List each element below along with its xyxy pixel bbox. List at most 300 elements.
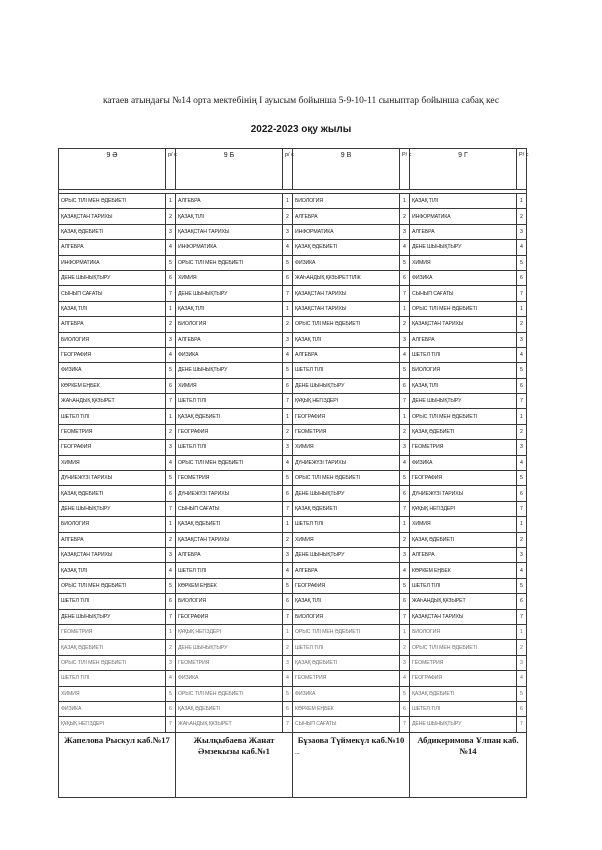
lesson-number-cell: 5 bbox=[517, 363, 527, 378]
subject-cell: ФИЗИКА bbox=[293, 686, 400, 701]
subject-cell: БИОЛОГИЯ bbox=[410, 363, 517, 378]
subject-cell: АЛГЕБРА bbox=[410, 547, 517, 562]
subject-cell: ҚҰҚЫҚ НЕГІЗДЕРІ bbox=[293, 394, 400, 409]
subject-cell: ИНФОРМАТИКА bbox=[293, 224, 400, 239]
lesson-number-cell: 4 bbox=[400, 671, 410, 686]
subject-cell: БИОЛОГИЯ bbox=[410, 624, 517, 639]
subject-cell: ШЕТЕЛ ТІЛІ bbox=[293, 363, 400, 378]
lesson-number-cell: 5 bbox=[283, 686, 293, 701]
school-year: 2022-2023 оқу жылы bbox=[250, 124, 352, 135]
lesson-number-cell: 6 bbox=[283, 270, 293, 285]
schedule-row bbox=[59, 455, 527, 470]
subject-cell: ХИМИЯ bbox=[176, 270, 283, 285]
subject-cell: ҚАЗАҚ ӘДЕБИЕТІ bbox=[176, 409, 283, 424]
lesson-number-cell: 1 bbox=[400, 301, 410, 316]
lesson-number-cell: 6 bbox=[166, 378, 176, 393]
subject-cell: ШЕТЕЛ ТІЛІ bbox=[176, 394, 283, 409]
lesson-number-cell: 4 bbox=[283, 671, 293, 686]
lesson-number-cell: 7 bbox=[517, 609, 527, 624]
lesson-number-cell: 2 bbox=[400, 209, 410, 224]
subject-cell: ХИМИЯ bbox=[59, 455, 166, 470]
lesson-number-cell: 5 bbox=[283, 255, 293, 270]
lesson-number-cell: 1 bbox=[517, 301, 527, 316]
subject-cell: ОРЫС ТІЛІ МЕН ӘДЕБИЕТІ bbox=[293, 624, 400, 639]
subject-cell: ДЕНЕ ШЫНЫҚТЫРУ bbox=[176, 640, 283, 655]
subject-cell: ҚАЗАҚ ТІЛІ bbox=[59, 563, 166, 578]
subject-cell: ГЕОМЕТРИЯ bbox=[176, 655, 283, 670]
lesson-number-cell: 2 bbox=[166, 640, 176, 655]
lesson-number-cell: 2 bbox=[517, 532, 527, 547]
subject-cell: ҚҰҚЫҚ НЕГІЗДЕРІ bbox=[410, 501, 517, 516]
subject-cell: ГЕОГРАФИЯ bbox=[410, 471, 517, 486]
schedule-row bbox=[59, 255, 527, 270]
subject-cell: ОРЫС ТІЛІ МЕН ӘДЕБИЕТІ bbox=[293, 317, 400, 332]
subject-cell: ҚАЗАҚ ӘДЕБИЕТІ bbox=[410, 686, 517, 701]
lesson-number-cell: 6 bbox=[400, 701, 410, 716]
lesson-number-cell: 5 bbox=[283, 363, 293, 378]
subject-cell: ХИМИЯ bbox=[176, 378, 283, 393]
subject-cell: ҚАЗАҚ ТІЛІ bbox=[410, 194, 517, 209]
class-header-9b: 9 Б bbox=[176, 149, 283, 190]
lesson-number-cell: 2 bbox=[400, 317, 410, 332]
subject-cell: ГЕОМЕТРИЯ bbox=[410, 440, 517, 455]
lesson-number-cell: 2 bbox=[283, 317, 293, 332]
lesson-number-cell: 4 bbox=[517, 671, 527, 686]
schedule-row bbox=[59, 640, 527, 655]
lesson-number-cell: 7 bbox=[283, 609, 293, 624]
lesson-number-cell: 1 bbox=[283, 624, 293, 639]
lesson-number-cell: 4 bbox=[283, 563, 293, 578]
lesson-number-cell: 1 bbox=[283, 194, 293, 209]
schedule-row bbox=[59, 501, 527, 516]
lesson-number-cell: 5 bbox=[400, 255, 410, 270]
lesson-number-cell: 3 bbox=[400, 224, 410, 239]
lesson-number-cell: 7 bbox=[283, 394, 293, 409]
lesson-number-cell: 5 bbox=[400, 471, 410, 486]
subject-cell: ШЕТЕЛ ТІЛІ bbox=[293, 517, 400, 532]
subject-cell: ИНФОРМАТИКА bbox=[176, 240, 283, 255]
lesson-number-cell: 1 bbox=[166, 194, 176, 209]
subject-cell: ХИМИЯ bbox=[410, 517, 517, 532]
lesson-number-cell: 2 bbox=[517, 640, 527, 655]
lesson-number-cell: 4 bbox=[400, 347, 410, 362]
lesson-number-cell: 1 bbox=[283, 301, 293, 316]
schedule-row bbox=[59, 317, 527, 332]
teacher-name: Жылқыбаева Жанат Әмзекызы каб.№1 bbox=[193, 734, 275, 756]
lesson-number-cell: 2 bbox=[400, 640, 410, 655]
lesson-number-cell: 3 bbox=[283, 547, 293, 562]
subject-cell: ҚАЗАҚ ӘДЕБИЕТІ bbox=[176, 701, 283, 716]
lesson-number-cell: 4 bbox=[166, 347, 176, 362]
subject-cell: ГЕОГРАФИЯ bbox=[59, 440, 166, 455]
subject-cell: ФИЗИКА bbox=[293, 255, 400, 270]
lesson-number-cell: 3 bbox=[517, 224, 527, 239]
lesson-number-cell: 3 bbox=[517, 547, 527, 562]
subject-cell: АЛГЕБРА bbox=[176, 332, 283, 347]
lesson-number-cell: 4 bbox=[400, 563, 410, 578]
lesson-number-cell: 7 bbox=[400, 609, 410, 624]
lesson-number-header: Р/ с bbox=[517, 149, 527, 190]
subject-cell: ДЕНЕ ШЫНЫҚТЫРУ bbox=[59, 501, 166, 516]
schedule-row bbox=[59, 194, 527, 209]
lesson-number-cell: 1 bbox=[283, 409, 293, 424]
document-title: катаев атындағы №14 орта мектебінің І ауысым бойынша 5-9-10-11 сыныптар бойынша сабақ кес bbox=[102, 96, 500, 106]
subject-cell: ДЕНЕ ШЫНЫҚТЫРУ bbox=[293, 378, 400, 393]
subject-cell: ГЕОМЕТРИЯ bbox=[293, 671, 400, 686]
lesson-number-cell: 6 bbox=[166, 594, 176, 609]
subject-cell: ГЕОГРАФИЯ bbox=[176, 424, 283, 439]
subject-cell: ҚАЗАҚСТАН ТАРИХЫ bbox=[59, 209, 166, 224]
lesson-number-cell: 4 bbox=[517, 563, 527, 578]
lesson-number-header: р/ с bbox=[166, 149, 176, 190]
subject-cell: БИОЛОГИЯ bbox=[59, 332, 166, 347]
subject-cell: ҚАЗАҚСТАН ТАРИХЫ bbox=[410, 609, 517, 624]
subject-cell: ОРЫС ТІЛІ МЕН ӘДЕБИЕТІ bbox=[176, 686, 283, 701]
lesson-number-cell: 4 bbox=[166, 240, 176, 255]
schedule-row bbox=[59, 517, 527, 532]
schedule-row bbox=[59, 286, 527, 301]
lesson-number-cell: 7 bbox=[400, 394, 410, 409]
subject-cell: ҚАЗАҚСТАН ТАРИХЫ bbox=[176, 532, 283, 547]
subject-cell: ИНФОРМАТИКА bbox=[410, 209, 517, 224]
subject-cell: ХИМИЯ bbox=[293, 440, 400, 455]
lesson-number-cell: 1 bbox=[517, 194, 527, 209]
lesson-number-cell: 2 bbox=[283, 532, 293, 547]
lesson-number-cell: 7 bbox=[166, 394, 176, 409]
schedule-row bbox=[59, 717, 527, 732]
lesson-number-cell: 3 bbox=[283, 224, 293, 239]
subject-cell: ҚАЗАҚСТАН ТАРИХЫ bbox=[410, 317, 517, 332]
lesson-number-cell: 6 bbox=[517, 594, 527, 609]
subject-cell: АЛГЕБРА bbox=[410, 332, 517, 347]
lesson-number-cell: 5 bbox=[400, 363, 410, 378]
subject-cell: ДҮНИЕЖҮЗІ ТАРИХЫ bbox=[410, 486, 517, 501]
lesson-number-cell: 6 bbox=[400, 270, 410, 285]
subject-cell: БИОЛОГИЯ bbox=[293, 194, 400, 209]
subject-cell: ЖАҺАНДЫҚ ҚҰЗЫРЕТ bbox=[176, 717, 283, 732]
subject-cell: ДЕНЕ ШЫНЫҚТЫРУ bbox=[176, 286, 283, 301]
subject-cell: КӨРКЕМ ЕҢБЕК bbox=[293, 701, 400, 716]
subject-cell: ҚАЗАҚ ӘДЕБИЕТІ bbox=[176, 517, 283, 532]
subject-cell: ҚАЗАҚ ӘДЕБИЕТІ bbox=[410, 532, 517, 547]
subject-cell: ҚАЗАҚСТАН ТАРИХЫ bbox=[293, 286, 400, 301]
lesson-number-cell: 6 bbox=[400, 594, 410, 609]
lesson-number-cell: 1 bbox=[517, 624, 527, 639]
schedule-header-row bbox=[59, 149, 527, 190]
subject-cell: КӨРКЕМ ЕҢБЕК bbox=[410, 563, 517, 578]
lesson-number-cell: 5 bbox=[166, 471, 176, 486]
subject-cell: ОРЫС ТІЛІ МЕН ӘДЕБИЕТІ bbox=[293, 471, 400, 486]
lesson-number-cell: 7 bbox=[517, 717, 527, 732]
lesson-number-cell: 3 bbox=[166, 224, 176, 239]
subject-cell: АЛГЕБРА bbox=[176, 547, 283, 562]
lesson-number-cell: 4 bbox=[517, 240, 527, 255]
lesson-number-cell: 1 bbox=[283, 517, 293, 532]
lesson-number-cell: 3 bbox=[166, 332, 176, 347]
lesson-number-cell: 7 bbox=[166, 501, 176, 516]
subject-cell: ФИЗИКА bbox=[410, 455, 517, 470]
lesson-number-cell: 2 bbox=[166, 424, 176, 439]
subject-cell: ҚАЗАҚ ӘДЕБИЕТІ bbox=[293, 501, 400, 516]
lesson-number-cell: 6 bbox=[283, 486, 293, 501]
lesson-number-cell: 7 bbox=[517, 501, 527, 516]
schedule-row bbox=[59, 686, 527, 701]
lesson-number-cell: 5 bbox=[166, 578, 176, 593]
subject-cell: ДЕНЕ ШЫНЫҚТЫРУ bbox=[293, 486, 400, 501]
teacher-9g bbox=[410, 732, 527, 797]
subject-cell: ХИМИЯ bbox=[59, 686, 166, 701]
subject-cell: ДЕНЕ ШЫНЫҚТЫРУ bbox=[59, 609, 166, 624]
subject-cell: ҚАЗАҚ ТІЛІ bbox=[59, 301, 166, 316]
lesson-number-cell: 4 bbox=[283, 240, 293, 255]
subject-cell: КӨРКЕМ ЕҢБЕК bbox=[176, 578, 283, 593]
subject-cell: ГЕОМЕТРИЯ bbox=[293, 424, 400, 439]
lesson-number-cell: 3 bbox=[400, 332, 410, 347]
lesson-number-cell: 6 bbox=[166, 701, 176, 716]
subject-cell: ҚАЗАҚ ТІЛІ bbox=[176, 209, 283, 224]
lesson-number-cell: 3 bbox=[166, 547, 176, 562]
subject-cell: ҚАЗАҚ ӘДЕБИЕТІ bbox=[59, 486, 166, 501]
subject-cell: ҚАЗАҚСТАН ТАРИХЫ bbox=[176, 224, 283, 239]
subject-cell: ГЕОГРАФИЯ bbox=[410, 671, 517, 686]
subject-cell: ФИЗИКА bbox=[176, 347, 283, 362]
lesson-number-cell: 2 bbox=[283, 640, 293, 655]
teacher-9v bbox=[293, 732, 410, 797]
subject-cell: АЛГЕБРА bbox=[293, 563, 400, 578]
subject-cell: ОРЫС ТІЛІ МЕН ӘДЕБИЕТІ bbox=[410, 409, 517, 424]
lesson-number-cell: 3 bbox=[400, 547, 410, 562]
lesson-number-cell: 4 bbox=[283, 455, 293, 470]
schedule-row bbox=[59, 594, 527, 609]
lesson-number-cell: 4 bbox=[517, 347, 527, 362]
subject-cell: КӨРКЕМ ЕҢБЕК bbox=[59, 378, 166, 393]
teacher-name: Абдикеримова Ұлпан каб.№14 bbox=[417, 734, 519, 756]
subject-cell: ҚАЗАҚ ӘДЕБИЕТІ bbox=[59, 640, 166, 655]
subject-cell: ОРЫС ТІЛІ МЕН ӘДЕБИЕТІ bbox=[410, 301, 517, 316]
lesson-number-cell: 4 bbox=[517, 455, 527, 470]
subject-cell: ОРЫС ТІЛІ МЕН ӘДЕБИЕТІ bbox=[176, 455, 283, 470]
subject-cell: ҚАЗАҚ ТІЛІ bbox=[410, 378, 517, 393]
lesson-number-cell: 7 bbox=[283, 286, 293, 301]
lesson-number-header: р/ с bbox=[283, 149, 293, 190]
lesson-number-cell: 1 bbox=[166, 517, 176, 532]
lesson-number-cell: 6 bbox=[166, 486, 176, 501]
lesson-number-cell: 5 bbox=[166, 363, 176, 378]
lesson-number-cell: 7 bbox=[283, 501, 293, 516]
subject-cell: ҚАЗАҚ ТІЛІ bbox=[176, 301, 283, 316]
subject-cell: АЛГЕБРА bbox=[176, 194, 283, 209]
subject-cell: ҚАЗАҚ ТІЛІ bbox=[293, 594, 400, 609]
subject-cell: ГЕОМЕТРИЯ bbox=[176, 471, 283, 486]
lesson-number-cell: 5 bbox=[517, 471, 527, 486]
subject-cell: ЖАҺАНДЫҚ ҚҰЗЫРЕТТІЛІК bbox=[293, 270, 400, 285]
lesson-number-cell: 7 bbox=[166, 717, 176, 732]
subject-cell: ДЕНЕ ШЫНЫҚТЫРУ bbox=[176, 363, 283, 378]
subject-cell: ОРЫС ТІЛІ МЕН ӘДЕБИЕТІ bbox=[59, 194, 166, 209]
lesson-number-cell: 1 bbox=[400, 194, 410, 209]
schedule-row bbox=[59, 547, 527, 562]
lesson-number-cell: 7 bbox=[166, 286, 176, 301]
schedule-row bbox=[59, 347, 527, 362]
schedule-row bbox=[59, 471, 527, 486]
class-header-9g: 9 Г bbox=[410, 149, 517, 190]
subject-cell: ШЕТЕЛ ТІЛІ bbox=[410, 578, 517, 593]
subject-cell: БИОЛОГИЯ bbox=[293, 609, 400, 624]
teacher-9a bbox=[59, 732, 176, 797]
lesson-number-cell: 2 bbox=[517, 209, 527, 224]
subject-cell: ГЕОГРАФИЯ bbox=[176, 609, 283, 624]
subject-cell: ДҮНИЕЖҮЗІ ТАРИХЫ bbox=[293, 455, 400, 470]
lesson-number-cell: 1 bbox=[166, 301, 176, 316]
lesson-number-cell: 5 bbox=[166, 255, 176, 270]
lesson-number-cell: 1 bbox=[400, 624, 410, 639]
lesson-number-cell: 7 bbox=[283, 717, 293, 732]
subject-cell: ҚҰҚЫҚ НЕГІЗДЕРІ bbox=[176, 624, 283, 639]
schedule-row bbox=[59, 671, 527, 686]
lesson-number-cell: 6 bbox=[400, 378, 410, 393]
subject-cell: ҚАЗАҚ ӘДЕБИЕТІ bbox=[293, 655, 400, 670]
teachers-row bbox=[59, 732, 527, 797]
lesson-number-cell: 3 bbox=[517, 440, 527, 455]
subject-cell: ГЕОГРАФИЯ bbox=[293, 578, 400, 593]
teacher-mark: ... bbox=[295, 749, 300, 756]
lesson-number-cell: 6 bbox=[400, 486, 410, 501]
schedule-row bbox=[59, 532, 527, 547]
subject-cell: ШЕТЕЛ ТІЛІ bbox=[176, 563, 283, 578]
lesson-number-cell: 6 bbox=[283, 701, 293, 716]
subject-cell: ЖАҺАНДЫҚ ҚҰЗЫРЕТ bbox=[59, 394, 166, 409]
schedule-row bbox=[59, 240, 527, 255]
subject-cell: ҚҰҚЫҚ НЕГІЗДЕРІ bbox=[59, 717, 166, 732]
lesson-number-cell: 7 bbox=[517, 286, 527, 301]
schedule-row bbox=[59, 655, 527, 670]
subject-cell: ҚАЗАҚ ӘДЕБИЕТІ bbox=[59, 224, 166, 239]
subject-cell: БИОЛОГИЯ bbox=[176, 317, 283, 332]
subject-cell: ФИЗИКА bbox=[176, 671, 283, 686]
subject-cell: БИОЛОГИЯ bbox=[59, 517, 166, 532]
schedule-row bbox=[59, 378, 527, 393]
lesson-number-cell: 7 bbox=[166, 609, 176, 624]
lesson-number-cell: 5 bbox=[283, 578, 293, 593]
lesson-number-header: Р/ с bbox=[400, 149, 410, 190]
lesson-number-cell: 1 bbox=[166, 624, 176, 639]
lesson-number-cell: 6 bbox=[517, 701, 527, 716]
schedule-row bbox=[59, 209, 527, 224]
subject-cell: АЛГЕБРА bbox=[59, 317, 166, 332]
subject-cell: ГЕОГРАФИЯ bbox=[59, 347, 166, 362]
subject-cell: ҚАЗАҚСТАН ТАРИХЫ bbox=[293, 301, 400, 316]
lesson-number-cell: 5 bbox=[517, 255, 527, 270]
lesson-number-cell: 2 bbox=[283, 209, 293, 224]
lesson-number-cell: 3 bbox=[166, 440, 176, 455]
teacher-name: Жапелова Рыскул каб.№17 bbox=[64, 734, 170, 745]
lesson-number-cell: 1 bbox=[517, 409, 527, 424]
lesson-number-cell: 7 bbox=[517, 394, 527, 409]
subject-cell: ГЕОГРАФИЯ bbox=[293, 409, 400, 424]
lesson-number-cell: 5 bbox=[517, 686, 527, 701]
subject-cell: ОРЫС ТІЛІ МЕН ӘДЕБИЕТІ bbox=[176, 255, 283, 270]
subject-cell: ЖАҺАНДЫҚ ҚҰЗЫРЕТ bbox=[410, 594, 517, 609]
subject-cell: БИОЛОГИЯ bbox=[176, 594, 283, 609]
schedule-row bbox=[59, 363, 527, 378]
schedule-row bbox=[59, 332, 527, 347]
class-header-9a: 9 Ә bbox=[59, 149, 166, 190]
subject-cell: АЛГЕБРА bbox=[293, 209, 400, 224]
lesson-number-cell: 5 bbox=[283, 471, 293, 486]
subject-cell: ШЕТЕЛ ТІЛІ bbox=[410, 347, 517, 362]
subject-cell: АЛГЕБРА bbox=[59, 240, 166, 255]
lesson-number-cell: 6 bbox=[283, 378, 293, 393]
schedule-row bbox=[59, 409, 527, 424]
schedule-row bbox=[59, 270, 527, 285]
lesson-number-cell: 5 bbox=[166, 686, 176, 701]
subject-cell: ҚАЗАҚ ТІЛІ bbox=[293, 332, 400, 347]
subject-cell: ДЕНЕ ШЫНЫҚТЫРУ bbox=[59, 270, 166, 285]
subject-cell: СЫНЫП САҒАТЫ bbox=[59, 286, 166, 301]
lesson-number-cell: 2 bbox=[283, 424, 293, 439]
subject-cell: ГЕОМЕТРИЯ bbox=[59, 624, 166, 639]
lesson-number-cell: 4 bbox=[166, 563, 176, 578]
subject-cell: ҚАЗАҚСТАН ТАРИХЫ bbox=[59, 547, 166, 562]
subject-cell: ДЕНЕ ШЫНЫҚТЫРУ bbox=[410, 717, 517, 732]
lesson-number-cell: 2 bbox=[400, 424, 410, 439]
subject-cell: ОРЫС ТІЛІ МЕН ӘДЕБИЕТІ bbox=[410, 640, 517, 655]
subject-cell: ИНФОРМАТИКА bbox=[59, 255, 166, 270]
lesson-number-cell: 2 bbox=[517, 317, 527, 332]
teacher-9b bbox=[176, 732, 293, 797]
lesson-number-cell: 3 bbox=[400, 440, 410, 455]
subject-cell: ҚАЗАҚ ӘДЕБИЕТІ bbox=[293, 240, 400, 255]
schedule-row bbox=[59, 609, 527, 624]
lesson-number-cell: 1 bbox=[166, 409, 176, 424]
teacher-name: Бұзаова Түймекүл каб.№10 bbox=[297, 734, 405, 745]
lesson-number-cell: 4 bbox=[400, 240, 410, 255]
lesson-number-cell: 3 bbox=[517, 332, 527, 347]
lesson-number-cell: 1 bbox=[517, 517, 527, 532]
schedule-row bbox=[59, 440, 527, 455]
lesson-number-cell: 1 bbox=[400, 517, 410, 532]
subject-cell: ФИЗИКА bbox=[59, 363, 166, 378]
lesson-number-cell: 6 bbox=[166, 270, 176, 285]
subject-cell: ДЕНЕ ШЫНЫҚТЫРУ bbox=[410, 394, 517, 409]
schedule-row bbox=[59, 301, 527, 316]
subject-cell: СЫНЫП САҒАТЫ bbox=[293, 717, 400, 732]
lesson-number-cell: 6 bbox=[517, 486, 527, 501]
lesson-number-cell: 3 bbox=[517, 655, 527, 670]
lesson-number-cell: 6 bbox=[517, 270, 527, 285]
subject-cell: ШЕТЕЛ ТІЛІ bbox=[59, 594, 166, 609]
lesson-number-cell: 5 bbox=[400, 578, 410, 593]
lesson-number-cell: 7 bbox=[400, 286, 410, 301]
subject-cell: ОРЫС ТІЛІ МЕН ӘДЕБИЕТІ bbox=[59, 578, 166, 593]
subject-cell: ДҮНИЕЖҮЗІ ТАРИХЫ bbox=[59, 471, 166, 486]
subject-cell: СЫНЫП САҒАТЫ bbox=[176, 501, 283, 516]
subject-cell: ГЕОМЕТРИЯ bbox=[410, 655, 517, 670]
subject-cell: ШЕТЕЛ ТІЛІ bbox=[59, 409, 166, 424]
lesson-number-cell: 2 bbox=[166, 209, 176, 224]
schedule-row bbox=[59, 394, 527, 409]
lesson-number-cell: 4 bbox=[166, 671, 176, 686]
schedule-row bbox=[59, 578, 527, 593]
lesson-number-cell: 2 bbox=[517, 424, 527, 439]
subject-cell: АЛГЕБРА bbox=[293, 347, 400, 362]
schedule-row bbox=[59, 563, 527, 578]
schedule-row bbox=[59, 701, 527, 716]
subject-cell: ХИМИЯ bbox=[410, 255, 517, 270]
subject-cell: ДЕНЕ ШЫНЫҚТЫРУ bbox=[293, 547, 400, 562]
lesson-number-cell: 7 bbox=[400, 501, 410, 516]
lesson-number-cell: 2 bbox=[400, 532, 410, 547]
